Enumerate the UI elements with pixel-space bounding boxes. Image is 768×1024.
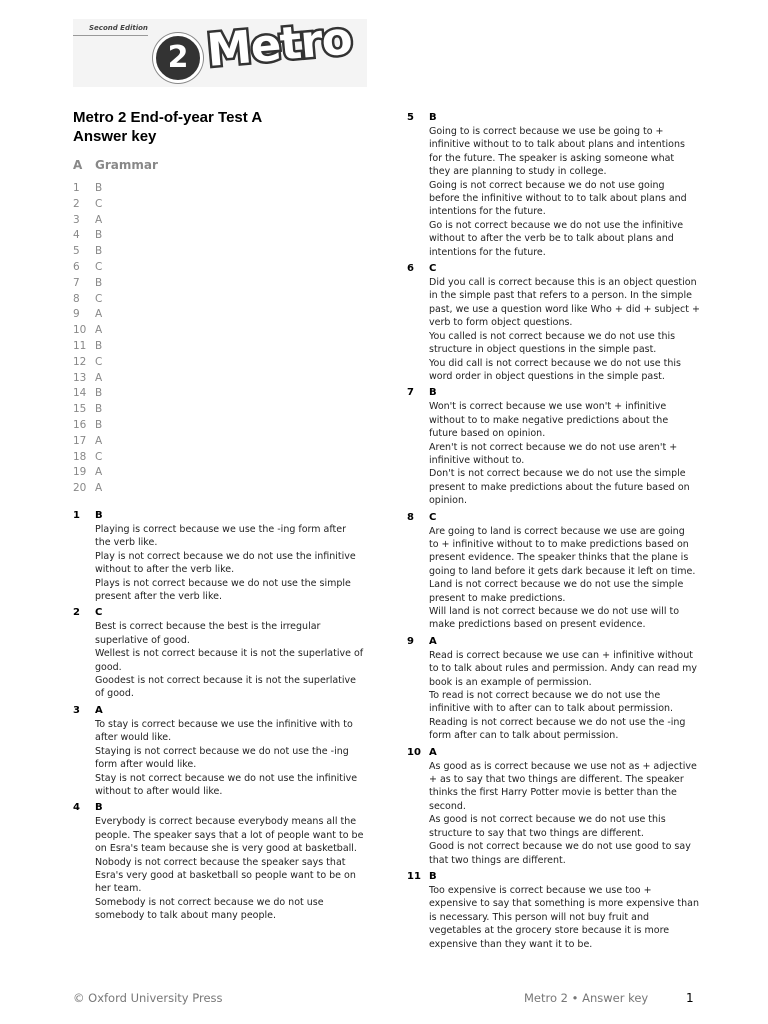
logo-divider (73, 35, 148, 36)
answer-number: 3 (73, 704, 80, 716)
answer-explanation-header (407, 511, 697, 525)
explanation-line: Did you call is correct because this is an object question (429, 277, 697, 289)
grammar-answer-row (73, 214, 102, 230)
explanation-line: infinitive with to after can to talk about permission. (429, 703, 674, 715)
grammar-item-number: 16 (73, 418, 87, 431)
explanation-line: Won't is correct because we use won't + infinitive (429, 401, 667, 413)
explanation-line: Esra's very good at basketball so people want to be on (95, 869, 356, 881)
explanation-line: Land is not correct because we do not use the simple (429, 579, 684, 591)
grammar-answer-row (73, 356, 102, 372)
explanation-line: present to make predictions about the future based on (429, 481, 690, 493)
answer-explanation (407, 746, 697, 867)
explanation-line: Plays is not correct because we do not use the simple (95, 577, 351, 589)
explanation-line: vegetables at the grocery store because it is more (429, 925, 670, 937)
explanations-right-column (407, 111, 700, 954)
answer-explanation-header (407, 870, 697, 884)
grammar-item-answer: C (95, 450, 103, 463)
grammar-item-answer: B (95, 229, 103, 242)
explanation-line: To stay is correct because we use the infinitive with to (95, 718, 353, 730)
answer-letter: C (95, 607, 103, 619)
grammar-item-answer: A (95, 482, 103, 495)
answer-explanation-header (407, 746, 697, 760)
answer-explanation-header (407, 635, 697, 649)
explanation-line: thinks the first Harry Potter movie is better than the (429, 787, 677, 799)
grammar-answer-row (73, 324, 102, 340)
grammar-item-number: 4 (73, 229, 80, 242)
answer-number: 4 (73, 802, 80, 814)
answer-explanation (407, 386, 697, 507)
explanation-line: form after would like. (95, 759, 197, 771)
page-title (73, 108, 262, 146)
explanation-line: her team. (95, 883, 142, 895)
explanation-line: is necessary. This person will not buy fruit and (429, 911, 649, 923)
grammar-item-answer: B (95, 182, 103, 194)
answer-number: 11 (407, 870, 421, 882)
explanation-line: Good is not correct because we do not use good to say (429, 841, 691, 853)
explanation-line: Best is correct because the best is the irregular (95, 621, 321, 633)
answer-explanation-header (407, 386, 697, 400)
explanation-line: Playing is correct because we use the -ing form after (95, 524, 347, 535)
answer-explanation-header (73, 801, 363, 815)
explanation-line: opinion. (429, 495, 467, 507)
answer-letter: B (95, 510, 103, 521)
grammar-answer-row (73, 419, 102, 435)
grammar-answer-row (73, 403, 102, 419)
explanation-line: To read is not correct because we do not use the (429, 690, 661, 702)
explanation-line: Goodest is not correct because it is not the superlative (95, 675, 357, 687)
answer-letter: C (429, 511, 437, 523)
explanation-line: Play is not correct because we do not use the infinitive (95, 550, 356, 562)
grammar-answer-row (73, 293, 102, 309)
explanation-line: infinitive without to to talk about plans and intentions (429, 139, 685, 151)
section-heading (73, 158, 158, 172)
grammar-item-answer: A (95, 434, 103, 447)
grammar-item-number: 3 (73, 213, 80, 226)
answer-letter: A (95, 704, 103, 716)
explanation-line: Read is correct because we use can + infinitive without (429, 649, 693, 661)
grammar-item-answer: B (95, 276, 103, 289)
answer-letter: C (429, 263, 437, 275)
explanation-line: You called is not correct because we do not use this (429, 330, 676, 342)
explanation-line: book is an example of permission. (429, 676, 592, 688)
explanation-line: infinitive without to. (429, 454, 525, 466)
explanations-left-column (73, 509, 363, 926)
explanation-line: Somebody is not correct because we do not use (95, 896, 324, 908)
explanation-line: Will land is not correct because we do not use will to (429, 606, 680, 617)
explanation-line: past, we use a question word like Who + did + subject + (429, 303, 700, 315)
answer-explanation-header (73, 704, 363, 718)
explanation-line: Reading is not correct because we do not use the -ing (429, 716, 686, 728)
explanation-line: Nobody is not correct because the speaker says that (95, 856, 346, 868)
explanation-line: As good as is correct because we use not as + adjective (429, 760, 697, 772)
grammar-item-answer: A (95, 213, 103, 226)
grammar-answer-row (73, 451, 102, 467)
answer-explanation-header (73, 606, 363, 620)
explanation-line: Wellest is not correct because it is not the superlative of (95, 648, 364, 660)
page-title-line2: Answer key (73, 128, 157, 145)
explanation-line: Don't is not correct because we do not use the simple (429, 468, 686, 480)
logo-banner (73, 11, 367, 87)
grammar-item-answer: B (95, 245, 103, 258)
grammar-answer-row (73, 466, 102, 482)
grammar-answer-row (73, 372, 102, 388)
explanation-line: + as to say that two things are different. The speaker (429, 774, 684, 786)
logo-wordmark: Metro (204, 11, 354, 77)
answer-explanation (73, 606, 363, 700)
explanation-line: Staying is not correct because we do not use the -ing (95, 745, 349, 757)
grammar-item-number: 18 (73, 450, 87, 463)
grammar-answer-row (73, 482, 102, 498)
grammar-item-answer: C (95, 197, 103, 210)
explanation-line: Going to is correct because we use be going to + (429, 126, 664, 137)
explanation-line: present to make predictions. (429, 592, 566, 604)
answer-explanation (73, 801, 363, 922)
answer-letter: B (429, 387, 437, 399)
explanation-line: on Esra's team because she is very good at basketball. (95, 843, 357, 855)
answer-explanation (407, 635, 697, 743)
explanation-line: before the infinitive without to to talk about plans and (429, 193, 687, 205)
explanation-line: Aren't is not correct because we do not use aren't + (429, 441, 678, 453)
grammar-item-answer: C (95, 260, 103, 273)
explanation-line: form after can to talk about permission. (429, 730, 619, 742)
explanation-line: Everybody is correct because everybody means all the (95, 816, 357, 828)
explanation-line: they are planning to study in college. (429, 166, 607, 178)
answer-number: 8 (407, 511, 414, 523)
explanation-line: future based on opinion. (429, 428, 546, 440)
grammar-answer-row (73, 229, 102, 245)
answer-number: 2 (73, 607, 80, 619)
explanation-line: Are going to land is correct because we use are going (429, 525, 685, 537)
answer-number: 5 (407, 112, 414, 123)
answer-explanation (73, 509, 363, 603)
answer-explanation (407, 262, 700, 383)
explanation-line: present after the verb like. (95, 591, 222, 603)
section-letter: A (73, 158, 83, 172)
explanation-line: to to talk about rules and permission. Andy can read my (429, 663, 698, 675)
answer-explanation (73, 704, 363, 798)
grammar-item-number: 1 (73, 182, 80, 194)
grammar-item-number: 15 (73, 403, 87, 416)
grammar-item-number: 14 (73, 387, 87, 400)
grammar-item-number: 10 (73, 324, 87, 337)
explanation-line: Too expensive is correct because we use too + (429, 884, 652, 896)
explanation-line: without to after the verb like. (95, 564, 235, 576)
grammar-item-answer: B (95, 418, 103, 431)
explanation-line: after would like. (95, 732, 172, 744)
explanation-line: present evidence. The speaker thinks that the plane is (429, 552, 689, 564)
explanation-line: second. (429, 800, 466, 812)
answer-number: 9 (407, 635, 414, 647)
explanation-line: good. (95, 661, 122, 673)
explanation-line: word order in object questions in the simple past. (429, 370, 665, 382)
grammar-item-number: 17 (73, 434, 87, 447)
edition-label: Second Edition (89, 24, 148, 32)
grammar-item-number: 2 (73, 197, 80, 210)
grammar-answer-row (73, 387, 102, 403)
page-title-line1: Metro 2 End-of-year Test A (73, 109, 263, 126)
section-name: Grammar (95, 158, 158, 172)
grammar-item-answer: A (95, 371, 103, 384)
explanation-line: for the future. The speaker is asking someone what (429, 152, 675, 164)
grammar-item-number: 5 (73, 245, 80, 258)
grammar-item-answer: A (95, 466, 103, 479)
answer-explanation (407, 870, 697, 951)
grammar-item-number: 13 (73, 371, 87, 384)
explanation-line: that two things are different. (429, 854, 566, 866)
grammar-answer-row (73, 245, 102, 261)
explanation-line: As good is not correct because we do not use this (429, 814, 666, 826)
grammar-answer-row (73, 182, 102, 198)
explanation-line: expensive to say that something is more expensive than (429, 898, 699, 910)
explanation-line: to + infinitive without to to make predictions based on (429, 538, 689, 550)
explanation-line: expensive than they want it to be. (429, 938, 593, 950)
grammar-item-answer: B (95, 339, 103, 352)
explanation-line: without to after the verb be to talk about plans and (429, 233, 674, 245)
explanation-line: structure to say that two things are different. (429, 827, 644, 839)
explanation-line: of good. (95, 688, 134, 700)
answer-explanation-header (407, 262, 697, 276)
answer-letter: B (429, 112, 437, 123)
explanation-line: Go is not correct because we do not use the infinitive (429, 219, 684, 231)
explanation-line: in the simple past that refers to a person. In the simple (429, 290, 692, 302)
explanation-line: the verb like. (95, 537, 158, 549)
grammar-item-answer: C (95, 292, 103, 305)
explanation-line: going to land before it gets dark because it left on time. (429, 565, 696, 577)
explanation-line: intentions for the future. (429, 246, 546, 258)
answer-number: 10 (407, 746, 421, 758)
answer-explanation-header (73, 509, 363, 523)
grammar-item-number: 8 (73, 292, 80, 305)
explanation-line: somebody to talk about many people. (95, 910, 277, 922)
explanation-line: intentions for the future. (429, 206, 546, 218)
explanation-line: without to after would like. (95, 785, 223, 797)
explanation-line: Stay is not correct because we do not use the infinitive (95, 772, 358, 784)
grammar-answer-row (73, 277, 102, 293)
grammar-answer-row (73, 261, 102, 277)
grammar-answer-list (73, 182, 102, 498)
answer-number: 6 (407, 263, 414, 275)
grammar-item-number: 9 (73, 308, 80, 321)
grammar-item-number: 19 (73, 466, 87, 479)
grammar-item-number: 6 (73, 260, 80, 273)
grammar-item-answer: A (95, 308, 103, 321)
grammar-answer-row (73, 308, 102, 324)
answer-explanation (407, 111, 697, 259)
answer-explanation-header (407, 111, 697, 125)
footer-copyright: © Oxford University Press (73, 991, 223, 1005)
explanation-line: superlative of good. (95, 634, 190, 646)
logo-number-badge: 2 (153, 33, 203, 83)
answer-letter: B (429, 870, 437, 882)
explanation-line: verb to form object questions. (429, 317, 573, 329)
grammar-answer-row (73, 435, 102, 451)
answer-number: 1 (73, 510, 80, 521)
grammar-item-number: 11 (73, 339, 87, 352)
explanation-line: structure in object questions in the simple past. (429, 344, 657, 356)
grammar-item-answer: C (95, 355, 103, 368)
answer-number: 7 (407, 387, 414, 399)
grammar-item-answer: B (95, 387, 103, 400)
explanation-line: Going is not correct because we do not use going (429, 179, 665, 191)
explanation-line: You did call is not correct because we do not use this (429, 357, 681, 369)
grammar-item-number: 12 (73, 355, 87, 368)
page-number: 1 (686, 991, 694, 1005)
answer-explanation (407, 511, 697, 632)
answer-letter: B (95, 802, 103, 814)
footer-course: Metro 2 • Answer key (524, 991, 649, 1005)
grammar-item-number: 20 (73, 482, 87, 495)
explanation-line: make predictions based on present evidence. (429, 619, 646, 631)
answer-letter: A (429, 635, 437, 647)
explanation-line: without to to make negative predictions about the (429, 414, 669, 426)
explanation-line: people. The speaker says that a lot of people want to be (95, 829, 364, 841)
grammar-answer-row (73, 340, 102, 356)
grammar-answer-row (73, 198, 102, 214)
grammar-item-answer: B (95, 403, 103, 416)
grammar-item-number: 7 (73, 276, 80, 289)
answer-letter: A (429, 746, 437, 758)
grammar-item-answer: A (95, 324, 103, 337)
